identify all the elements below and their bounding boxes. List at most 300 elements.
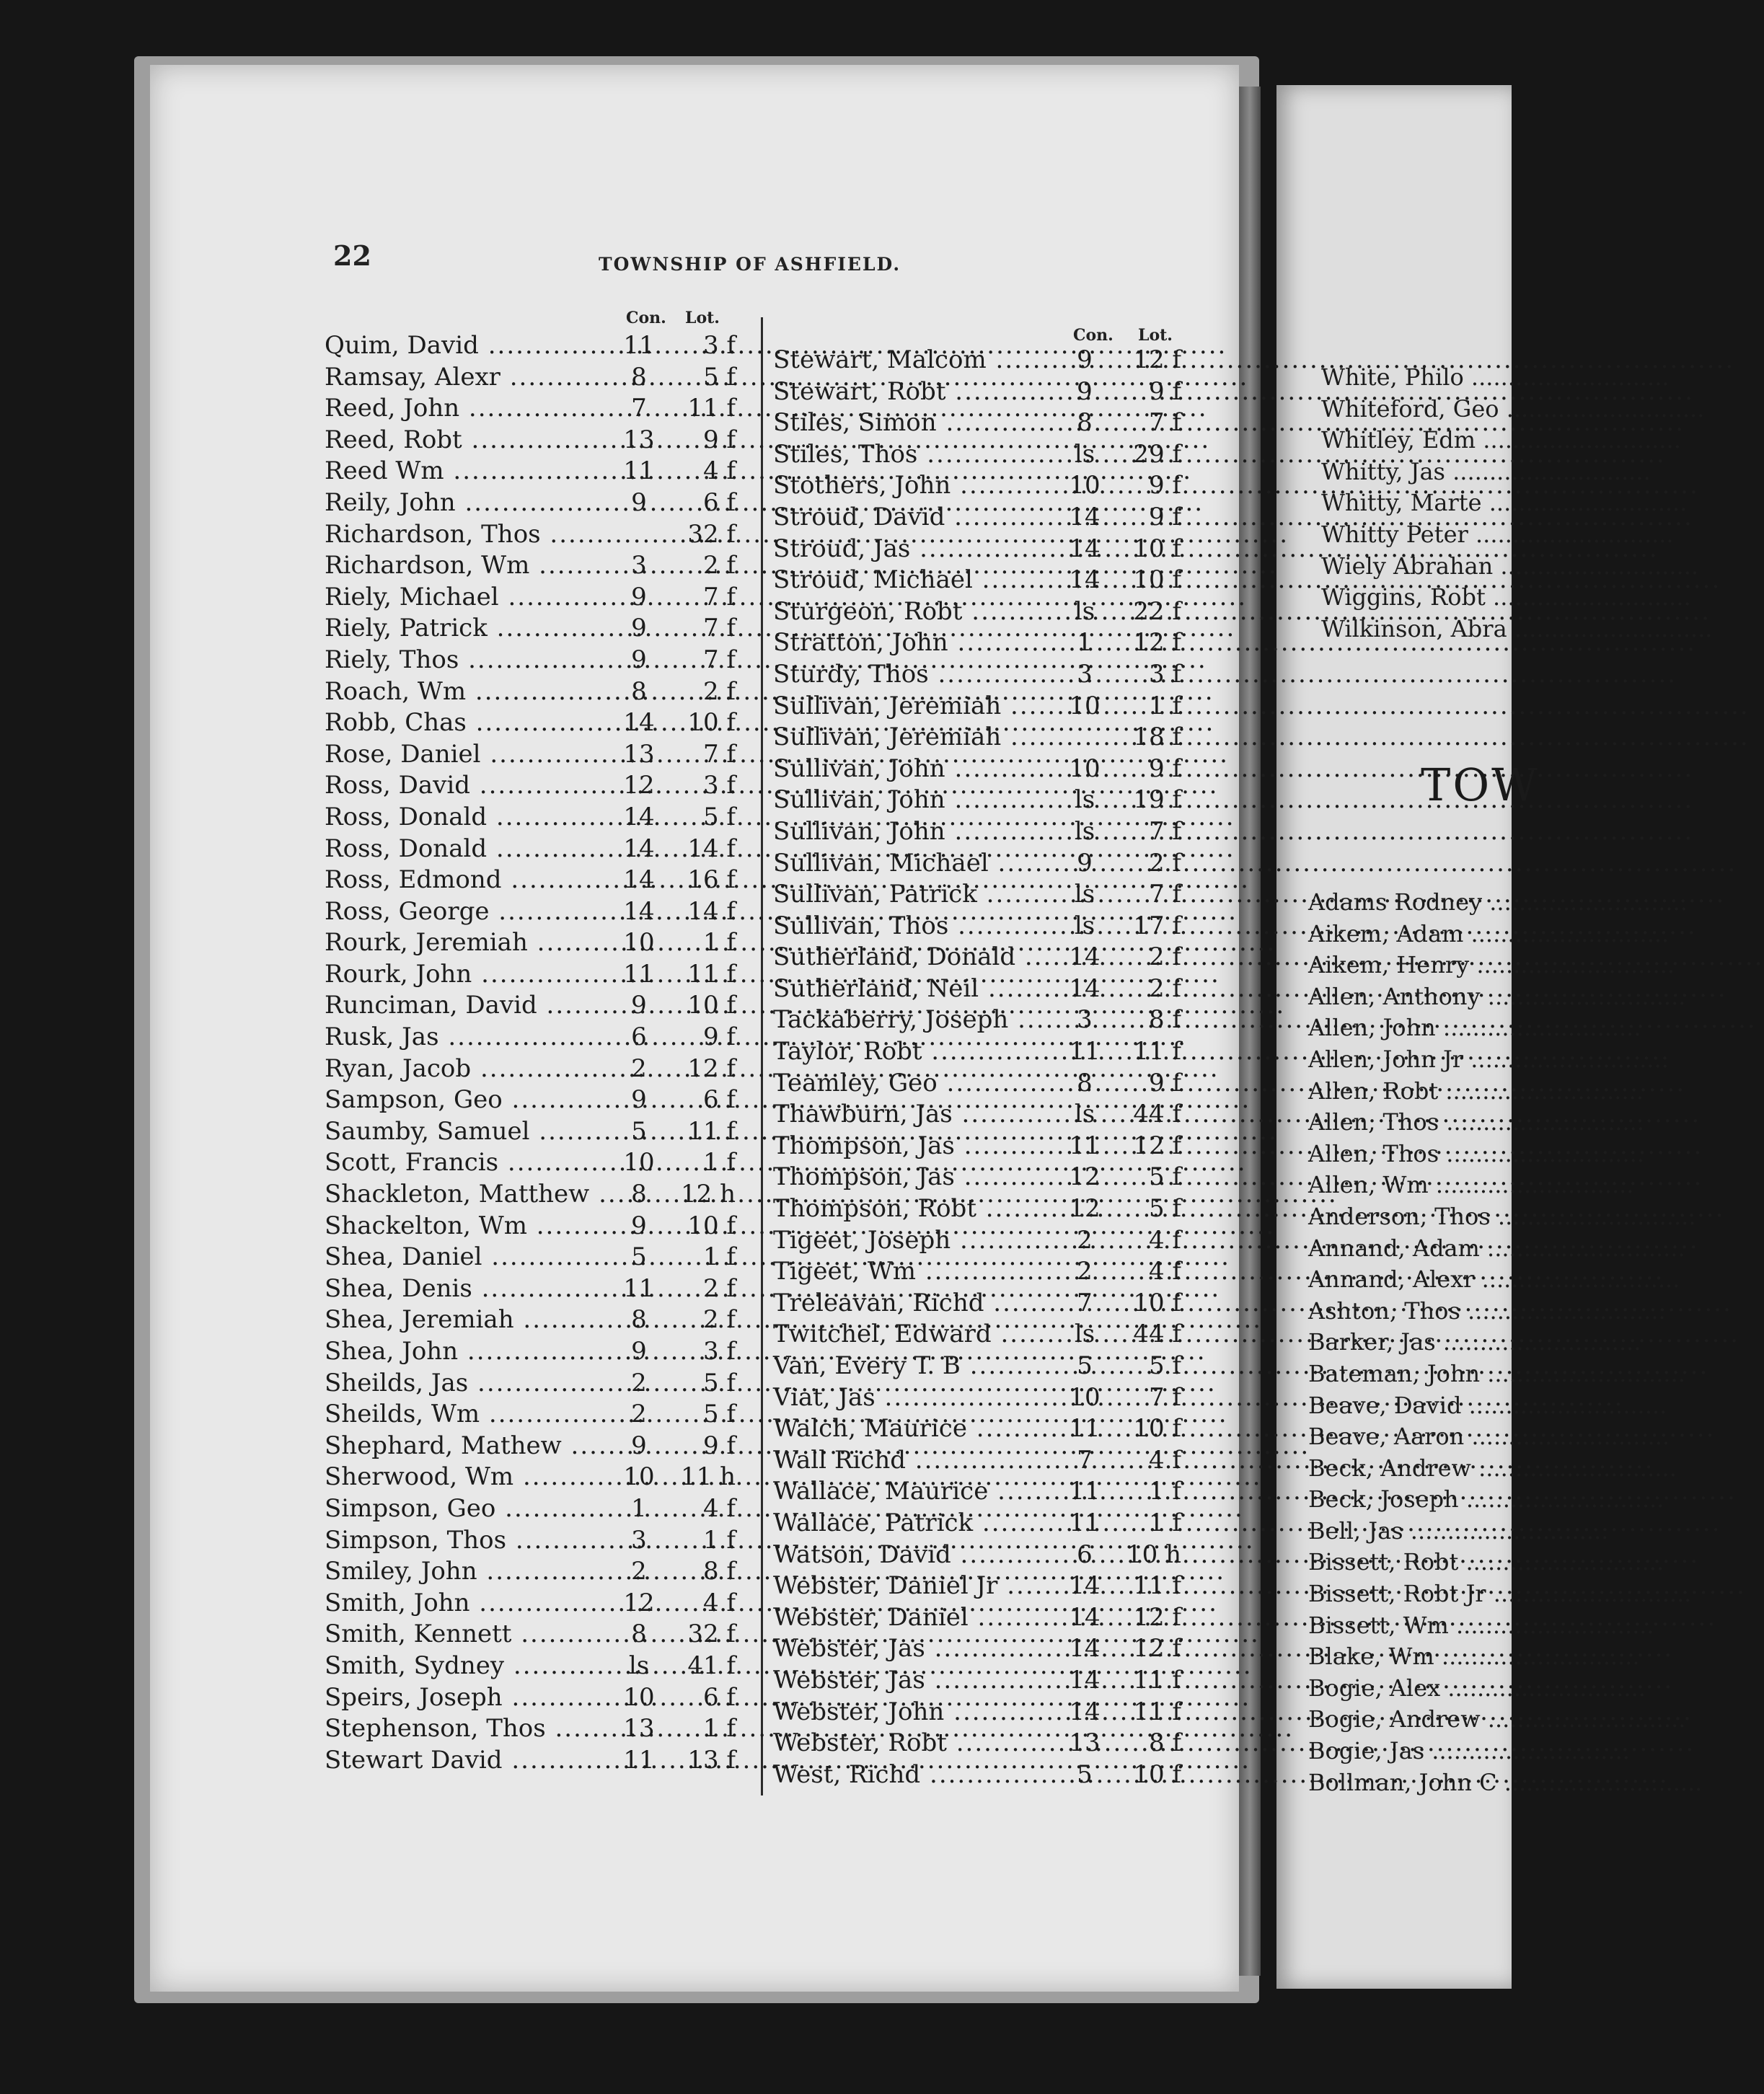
entry-concession: 9 — [631, 645, 647, 674]
entry-lot: 1 f — [702, 1525, 736, 1555]
entry-name: Thompson, Robt ..... — [773, 1193, 1053, 1225]
entry-name: Scott, Francis ..... — [325, 1147, 607, 1179]
directory-entry — [325, 1556, 757, 1588]
entry-concession: 12 — [1069, 1162, 1101, 1192]
entry-concession: 7 — [1077, 1445, 1093, 1475]
entry-lot: 11 f — [1133, 1037, 1181, 1066]
directory-list-left — [325, 330, 757, 1776]
entry-lot: 10 f — [687, 708, 736, 738]
right-page-entry: Bissett, Robt ..... — [1308, 1547, 1512, 1578]
right-page-entry: Bateman, John ..... — [1308, 1359, 1512, 1390]
entry-name: Ross, George ..... — [325, 896, 607, 928]
entry-lot: 10 f — [1133, 1288, 1181, 1317]
directory-entry — [325, 739, 757, 771]
entry-name: Richardson, Thos ..... — [325, 519, 607, 551]
entry-concession: ls — [1074, 439, 1095, 469]
entry-name: Reed, John ..... — [325, 393, 607, 425]
directory-entry — [773, 407, 1199, 439]
entry-name: Ramsay, Alexr ..... — [325, 362, 607, 394]
entry-concession: 2 — [631, 1053, 647, 1083]
entry-concession: 13 — [1069, 1728, 1101, 1758]
entry-lot: 9 f — [702, 1431, 736, 1460]
entry-lot: 2 f — [1148, 848, 1181, 878]
entry-lot: 44 f — [1133, 1100, 1181, 1129]
entry-lot: 11 h — [681, 1462, 736, 1492]
entry-name: Sullivan, Jeremiah ..... — [773, 691, 1053, 723]
directory-entry — [773, 1351, 1199, 1382]
entry-lot: 41 f — [687, 1651, 736, 1680]
entry-concession: 11 — [623, 456, 655, 486]
entry-concession: 10 — [1069, 1382, 1101, 1412]
directory-entry — [773, 1256, 1199, 1288]
col-b-lot-header: Lot. — [1138, 326, 1173, 345]
entry-lot: 6 f — [702, 1682, 736, 1712]
entry-name: Thompson, Jas ..... — [773, 1131, 1053, 1162]
directory-entry — [325, 1304, 757, 1336]
entry-lot: 1 f — [702, 1714, 736, 1744]
directory-entry — [325, 1336, 757, 1368]
entry-concession: 14 — [1069, 942, 1101, 972]
entry-name: Ryan, Jacob ..... — [325, 1053, 607, 1085]
entry-concession: 8 — [631, 362, 647, 392]
directory-entry — [325, 676, 757, 708]
entry-lot: 18 f — [1133, 723, 1181, 752]
directory-entry — [773, 1697, 1199, 1728]
directory-entry — [773, 1445, 1199, 1477]
directory-entry — [325, 1399, 757, 1431]
entry-concession: 11 — [623, 331, 655, 360]
entry-lot: 5 f — [1148, 1162, 1181, 1192]
directory-entry — [773, 1476, 1199, 1508]
entry-concession: 13 — [623, 739, 655, 769]
right-page-entry: Bell, Jas ..... — [1308, 1516, 1512, 1547]
entry-concession: ls — [1074, 1320, 1095, 1349]
right-page-entry: Blake, Wm ..... — [1308, 1641, 1512, 1673]
entry-concession: 14 — [623, 865, 655, 895]
directory-entry — [325, 1525, 757, 1557]
entry-concession: 8 — [631, 1180, 647, 1209]
entry-name: Shea, Denis ..... — [325, 1273, 607, 1305]
right-page-entry: Allen, John Jr ..... — [1308, 1044, 1512, 1076]
entry-lot: 8 f — [1148, 1005, 1181, 1035]
entry-concession: 2 — [631, 1368, 647, 1397]
entry-name: Sutherland, Neil ..... — [773, 973, 1053, 1005]
directory-entry — [325, 834, 757, 865]
directory-entry — [325, 1084, 757, 1116]
entry-lot: 13 f — [687, 1745, 736, 1775]
entry-lot: 3 f — [702, 771, 736, 800]
entry-name: Webster, Daniel Jr ..... — [773, 1570, 1053, 1602]
directory-entry — [325, 1116, 757, 1148]
entry-name: Webster, Daniel ..... — [773, 1602, 1053, 1634]
entry-concession: 14 — [623, 896, 655, 926]
directory-entry — [773, 754, 1199, 785]
entry-concession: 10 — [1069, 691, 1101, 720]
right-page-entry: Allen, Robt ..... — [1308, 1076, 1512, 1108]
entry-lot: 6 f — [702, 1085, 736, 1115]
entry-name: Shackelton, Wm ..... — [325, 1211, 607, 1242]
entry-name: Stiles, Simon ..... — [773, 407, 1053, 439]
entry-concession: 13 — [623, 1714, 655, 1744]
entry-concession: 13 — [623, 425, 655, 454]
entry-lot: 5 f — [702, 1368, 736, 1397]
entry-lot: 12 f — [1133, 1602, 1181, 1632]
entry-concession: 3 — [631, 1525, 647, 1555]
entry-name: Wall Richd ..... — [773, 1445, 1053, 1477]
directory-entry — [773, 502, 1199, 534]
entry-concession: ls — [628, 1651, 650, 1680]
directory-entry — [773, 1004, 1199, 1036]
entry-name: Rourk, Jeremiah ..... — [325, 927, 607, 959]
entry-concession: 3 — [1077, 659, 1093, 689]
entry-lot: 9 f — [1148, 502, 1181, 531]
entry-lot: 3 f — [702, 331, 736, 360]
entry-name: Shea, John ..... — [325, 1336, 607, 1368]
entry-concession: 6 — [631, 1022, 647, 1052]
entry-concession: 11 — [623, 1745, 655, 1775]
entry-concession: 3 — [631, 551, 647, 580]
right-page-entry: Adams Rodney ..... — [1308, 887, 1512, 919]
directory-entry — [325, 1745, 757, 1777]
directory-entry — [325, 1147, 757, 1179]
entry-concession: 14 — [1069, 534, 1101, 563]
directory-entry — [325, 362, 757, 394]
directory-entry — [773, 627, 1199, 659]
entry-lot: 1 f — [702, 928, 736, 958]
entry-name: Rose, Daniel ..... — [325, 739, 607, 771]
entry-lot: 4 f — [1148, 1225, 1181, 1255]
directory-entry — [325, 707, 757, 739]
entry-concession: ls — [1074, 596, 1095, 626]
entry-name: Saumby, Samuel ..... — [325, 1116, 607, 1148]
directory-entry — [325, 770, 757, 802]
directory-entry — [773, 911, 1199, 942]
entry-name: Sheilds, Wm ..... — [325, 1399, 607, 1431]
right-page-entry: Bogie, Alex ..... — [1308, 1673, 1512, 1705]
right-page-entry: Wilkinson, Abra ..... — [1321, 614, 1512, 645]
right-page-entry: Bogie, Andrew ..... — [1308, 1704, 1512, 1736]
entry-lot: 3 f — [1148, 659, 1181, 689]
entry-lot: 9 f — [702, 425, 736, 454]
directory-entry — [773, 1570, 1199, 1602]
entry-concession: 11 — [1069, 1037, 1101, 1066]
entry-lot: 4 f — [702, 456, 736, 486]
entry-lot: 11 f — [1133, 1697, 1181, 1726]
entry-lot: 11 f — [687, 1116, 736, 1146]
entry-name: Simpson, Geo ..... — [325, 1493, 607, 1525]
directory-entry — [325, 1713, 757, 1745]
entry-name: Teamley, Geo ..... — [773, 1068, 1053, 1100]
entry-concession: 10 — [623, 1148, 655, 1178]
entry-name: Sullivan, John ..... — [773, 816, 1053, 848]
entry-concession: ls — [1074, 1100, 1095, 1129]
entry-name: Reed, Robt ..... — [325, 425, 607, 456]
entry-lot: 5 f — [702, 362, 736, 392]
entry-name: Sturgeon, Robt ..... — [773, 596, 1053, 628]
entry-lot: 5 f — [1148, 1351, 1181, 1380]
right-page-entry: Beave, Aaron ..... — [1308, 1421, 1512, 1453]
entry-concession: 11 — [1069, 1414, 1101, 1444]
directory-entry — [773, 1665, 1199, 1697]
entry-lot: 1 f — [1148, 1477, 1181, 1506]
right-page-entry: Whitty, Jas ..... — [1321, 456, 1512, 488]
directory-entry — [773, 1068, 1199, 1100]
entry-name: Sutherland, Donald ..... — [773, 942, 1053, 973]
directory-entry — [773, 439, 1199, 471]
directory-entry — [325, 959, 757, 991]
directory-entry — [325, 865, 757, 896]
entry-concession: 9 — [1077, 376, 1093, 406]
right-page-entry: Allen, Thos ..... — [1308, 1139, 1512, 1170]
directory-entry — [773, 785, 1199, 816]
entry-lot: 29 f — [1133, 439, 1181, 469]
entry-concession: 11 — [1069, 1477, 1101, 1506]
entry-name: Rourk, John ..... — [325, 959, 607, 991]
entry-lot: 4 f — [702, 1493, 736, 1523]
entry-name: Sullivan, John ..... — [773, 785, 1053, 816]
directory-entry — [325, 1619, 757, 1651]
entry-lot: 7 f — [702, 739, 736, 769]
entry-concession: 9 — [631, 582, 647, 611]
entry-lot: 12 f — [687, 1053, 736, 1083]
right-page-entry: Bogie, Jas ..... — [1308, 1736, 1512, 1767]
directory-entry — [773, 1225, 1199, 1257]
entry-concession: 1 — [631, 1493, 647, 1523]
right-page-entry: Bollman, John C ..... — [1308, 1767, 1512, 1799]
entry-concession: 11 — [623, 1273, 655, 1303]
entry-concession: 2 — [1077, 1225, 1093, 1255]
entry-name: Smith, John ..... — [325, 1588, 607, 1620]
entry-name: Rusk, Jas ..... — [325, 1022, 607, 1053]
entry-name: Wallace, Patrick ..... — [773, 1508, 1053, 1539]
right-page-entry: Allen, Wm ..... — [1308, 1170, 1512, 1201]
directory-entry — [325, 645, 757, 676]
entry-lot: 9 f — [1148, 376, 1181, 406]
entry-name: Van, Every T. B ..... — [773, 1351, 1053, 1382]
right-page-entry: Barker, Jas ..... — [1308, 1327, 1512, 1359]
entry-lot: 12 f — [1133, 1131, 1181, 1160]
entry-concession: 11 — [1069, 1508, 1101, 1537]
entry-name: Stewart, Robt ..... — [773, 376, 1053, 408]
right-page-entry: Bissett, Robt Jr ..... — [1308, 1578, 1512, 1610]
entry-lot: 16 f — [687, 865, 736, 895]
entry-concession: 14 — [1069, 1571, 1101, 1601]
entry-concession: 9 — [631, 1211, 647, 1240]
entry-name: Webster, John ..... — [773, 1697, 1053, 1728]
entry-name: Quim, David ..... — [325, 330, 607, 362]
entry-concession: 10 — [623, 928, 655, 958]
entry-name: Webster, Jas ..... — [773, 1665, 1053, 1697]
entry-concession: 9 — [631, 1085, 647, 1115]
entry-lot: 10 f — [1133, 534, 1181, 563]
entry-lot: 10 f — [687, 991, 736, 1020]
right-page-entry: Annand, Adam ..... — [1308, 1233, 1512, 1265]
entry-name: West, Richd ..... — [773, 1759, 1053, 1791]
entry-concession: 3 — [1077, 1005, 1093, 1035]
entry-lot: 14 f — [687, 834, 736, 863]
right-page-entry: Allen, Thos ..... — [1308, 1107, 1512, 1139]
entry-name: Simpson, Thos ..... — [325, 1525, 607, 1557]
right-page-list-top — [1321, 362, 1512, 645]
entry-concession: 5 — [1077, 1759, 1093, 1789]
entry-lot: 11 f — [1133, 1665, 1181, 1695]
entry-name: Viat, Jas ..... — [773, 1382, 1053, 1414]
entry-lot: 6 f — [702, 487, 736, 517]
entry-concession: 11 — [623, 959, 655, 989]
entry-name: Stroud, Michael ..... — [773, 565, 1053, 596]
directory-entry — [325, 1273, 757, 1305]
directory-entry — [773, 1162, 1199, 1193]
entry-name: Webster, Robt ..... — [773, 1728, 1053, 1759]
entry-name: Tigeet, Joseph ..... — [773, 1225, 1053, 1257]
entry-name: Reed Wm ..... — [325, 456, 607, 487]
entry-concession: 6 — [1077, 1539, 1093, 1569]
directory-entry — [325, 1682, 757, 1714]
directory-entry — [773, 942, 1199, 973]
entry-name: Robb, Chas ..... — [325, 707, 607, 739]
right-page-entry: White, Philo ..... — [1321, 362, 1512, 394]
entry-lot: 17 f — [1133, 911, 1181, 940]
entry-lot: 1 f — [702, 1148, 736, 1178]
entry-concession: 14 — [1069, 1697, 1101, 1726]
entry-name: Sturdy, Thos ..... — [773, 659, 1053, 691]
entry-name: Taylor, Robt ..... — [773, 1036, 1053, 1068]
directory-entry — [325, 1651, 757, 1682]
entry-lot: 12 f — [1133, 628, 1181, 658]
entry-name: Roach, Wm ..... — [325, 676, 607, 708]
entry-lot: 2 f — [702, 1273, 736, 1303]
entry-lot: 19 f — [1133, 785, 1181, 815]
directory-entry — [773, 1288, 1199, 1320]
entry-lot: 7 f — [702, 645, 736, 674]
entry-concession: 7 — [1077, 1288, 1093, 1317]
entry-lot: 7 f — [702, 614, 736, 643]
entry-concession: 8 — [1077, 1068, 1093, 1097]
entry-concession: 8 — [631, 1620, 647, 1649]
directory-entry — [773, 659, 1199, 691]
entry-lot: 10 f — [1133, 565, 1181, 595]
directory-entry — [325, 425, 757, 456]
entry-name: Reily, John ..... — [325, 487, 607, 519]
right-page-entry: Beck, Andrew ..... — [1308, 1453, 1512, 1485]
entry-name: Ross, David ..... — [325, 770, 607, 802]
entry-lot: 8 f — [702, 1557, 736, 1586]
entry-lot: 22 f — [1133, 596, 1181, 626]
entry-name: Stroud, Jas ..... — [773, 534, 1053, 565]
entry-lot: 5 f — [1148, 1194, 1181, 1224]
entry-name: Riely, Michael ..... — [325, 582, 607, 614]
entry-concession: 9 — [631, 1337, 647, 1366]
entry-lot: 12 f — [1133, 1634, 1181, 1664]
right-page-entry: Whitley, Edm ..... — [1321, 425, 1512, 456]
right-page-entry: Ashton, Thos ..... — [1308, 1296, 1512, 1327]
directory-entry — [773, 596, 1199, 628]
entry-concession: 10 — [623, 1462, 655, 1492]
directory-entry — [773, 376, 1199, 408]
directory-entry — [773, 1319, 1199, 1351]
right-page-entry: Wiggins, Robt ..... — [1321, 582, 1512, 614]
entry-lot: 2 f — [702, 551, 736, 580]
entry-lot: 12 h — [681, 1180, 736, 1209]
entry-concession: ls — [1074, 785, 1095, 815]
entry-concession: 7 — [631, 394, 647, 423]
entry-lot: 7 f — [1148, 408, 1181, 438]
entry-concession: 8 — [631, 1305, 647, 1335]
entry-name: Speirs, Joseph ..... — [325, 1682, 607, 1714]
right-page-entry: Allen, John ..... — [1308, 1012, 1512, 1044]
entry-name: Thawburn, Jas ..... — [773, 1099, 1053, 1131]
entry-name: Tackaberry, Joseph ..... — [773, 1004, 1053, 1036]
entry-lot: 7 f — [1148, 816, 1181, 846]
right-page-entry: Whitty Peter ..... — [1321, 519, 1512, 551]
entry-lot: 10 f — [1133, 1759, 1181, 1789]
right-page-entry: Beck, Joseph ..... — [1308, 1484, 1512, 1516]
entry-name: Smiley, John ..... — [325, 1556, 607, 1588]
directory-entry — [773, 973, 1199, 1005]
directory-entry — [773, 1539, 1199, 1571]
directory-entry — [773, 470, 1199, 502]
right-page-entry: Wiely Abrahan ..... — [1321, 551, 1512, 583]
entry-concession: 8 — [631, 676, 647, 706]
directory-entry — [325, 487, 757, 519]
running-head: TOWNSHIP OF ASHFIELD. — [599, 254, 901, 275]
entry-lot: 8 f — [1148, 1728, 1181, 1758]
entry-lot: 4 f — [1148, 1445, 1181, 1475]
right-page-entry: Whiteford, Geo ..... — [1321, 394, 1512, 425]
directory-entry — [325, 1462, 757, 1493]
directory-entry — [325, 613, 757, 645]
entry-lot: 9 f — [702, 1022, 736, 1052]
entry-lot: 4 f — [702, 1588, 736, 1617]
entry-name: Sullivan, Jeremiah ..... — [773, 722, 1053, 754]
entry-name: Smith, Kennett ..... — [325, 1619, 607, 1651]
entry-lot: 2 f — [702, 1305, 736, 1335]
entry-name: Shea, Daniel ..... — [325, 1242, 607, 1273]
entry-name: Stiles, Thos ..... — [773, 439, 1053, 471]
entry-name: Stroud, David ..... — [773, 502, 1053, 534]
entry-lot: 44 f — [1133, 1320, 1181, 1349]
entry-name: Tigeet, Wm ..... — [773, 1256, 1053, 1288]
entry-concession: 5 — [1077, 1351, 1093, 1380]
entry-lot: 32 f — [687, 519, 736, 549]
entry-name: Twitchel, Edward ..... — [773, 1319, 1053, 1351]
entry-name: Sampson, Geo ..... — [325, 1084, 607, 1116]
directory-entry — [325, 1242, 757, 1273]
entry-lot: 11 f — [1133, 1571, 1181, 1601]
directory-entry — [773, 1759, 1199, 1791]
directory-entry — [325, 1053, 757, 1085]
entry-name: Smith, Sydney ..... — [325, 1651, 607, 1682]
entry-name: Riely, Thos ..... — [325, 645, 607, 676]
entry-concession: 14 — [1069, 973, 1101, 1003]
directory-entry — [325, 1022, 757, 1053]
directory-entry — [773, 1413, 1199, 1445]
entry-concession: 9 — [1077, 848, 1093, 878]
entry-concession: 1 — [1077, 628, 1093, 658]
entry-concession: 10 — [1069, 471, 1101, 500]
col-a-lot-header: Lot. — [685, 309, 720, 327]
entry-lot: 10 f — [687, 1211, 736, 1240]
entry-concession: 14 — [1069, 1602, 1101, 1632]
directory-entry — [773, 1382, 1199, 1414]
entry-concession: 12 — [623, 771, 655, 800]
entry-lot: 7 f — [1148, 880, 1181, 909]
right-page-list-bottom — [1308, 887, 1512, 1798]
entry-lot: 9 f — [1148, 754, 1181, 783]
entry-concession: 2 — [1077, 1257, 1093, 1286]
directory-entry — [325, 896, 757, 928]
directory-entry — [773, 691, 1199, 723]
